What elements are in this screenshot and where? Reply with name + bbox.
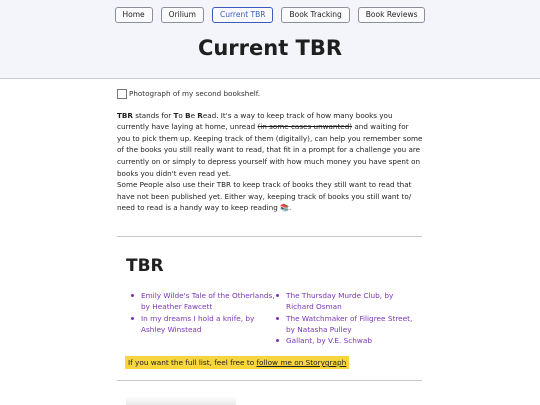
broken-image-icon [117, 89, 127, 99]
list-item: Emily Wilde's Tale of the Otherlands, by Heather Fawcett [131, 290, 276, 313]
nav-book-reviews[interactable]: Book Reviews [358, 7, 426, 23]
next-section-heading [126, 396, 236, 405]
tbr-heading: TBR [126, 256, 164, 276]
intro-text: stands for [132, 110, 174, 120]
section-divider [117, 380, 422, 381]
bookshelf-image-alt: Photograph of my second bookshelf. [129, 89, 261, 98]
storygraph-text: If you want the full list, feel free to [128, 358, 257, 367]
main-nav [0, 7, 540, 23]
intro-paragraph-2: Some People also use their TBR to keep track of books they still want to read that have not been published yet. Either way, keeping track of books you still want to/ need to read is a handy way to keep reading 📚. [117, 180, 412, 213]
intro-text-continued: and waiting for you to pick them up. Keeping track of them (digitally), can help you remember some of the books you still really want to read, that fit in a prompt for a challenge you are currently on or simply to depress yourself with how much money you have spent on books you didn't even read yet. [117, 122, 423, 178]
page-title: Current TBR [197, 36, 343, 60]
word-read: ead. It's a way to keep track of how many books you currently have laying at home, unread [117, 110, 393, 132]
letter-b: B [185, 110, 191, 120]
word-to: o [178, 110, 186, 120]
intro-paragraph [117, 110, 423, 180]
strikethrough-text: (in some cases unwanted) [257, 122, 353, 132]
list-item: Gallant, by V.E. Schwab [276, 335, 421, 346]
tbr-book-list [131, 290, 421, 346]
bookshelf-image [117, 88, 423, 100]
letter-r: R [197, 110, 203, 120]
storygraph-callout [125, 356, 349, 369]
list-item: In my dreams I hold a knife, by Ashley Winstead [131, 313, 276, 336]
nav-home[interactable]: Home [115, 7, 153, 23]
list-item: The Thursday Murde Club, by Richard Osman [276, 290, 421, 313]
site-header [0, 0, 540, 79]
word-be: e [190, 110, 198, 120]
storygraph-link[interactable]: follow me on Storygraph [256, 358, 347, 367]
book-column-left [131, 290, 276, 346]
letter-t: T [173, 110, 179, 120]
section-divider [117, 236, 422, 237]
nav-orilium[interactable]: Orilium [161, 7, 204, 23]
intro-section [117, 88, 423, 214]
tbr-abbr: TBR [117, 110, 133, 120]
nav-book-tracking[interactable]: Book Tracking [281, 7, 349, 23]
nav-current-tbr[interactable]: Current TBR [212, 7, 274, 23]
book-column-right [276, 290, 421, 346]
list-item: The Watchmaker of Filigree Street, by Natasha Pulley [276, 313, 421, 336]
